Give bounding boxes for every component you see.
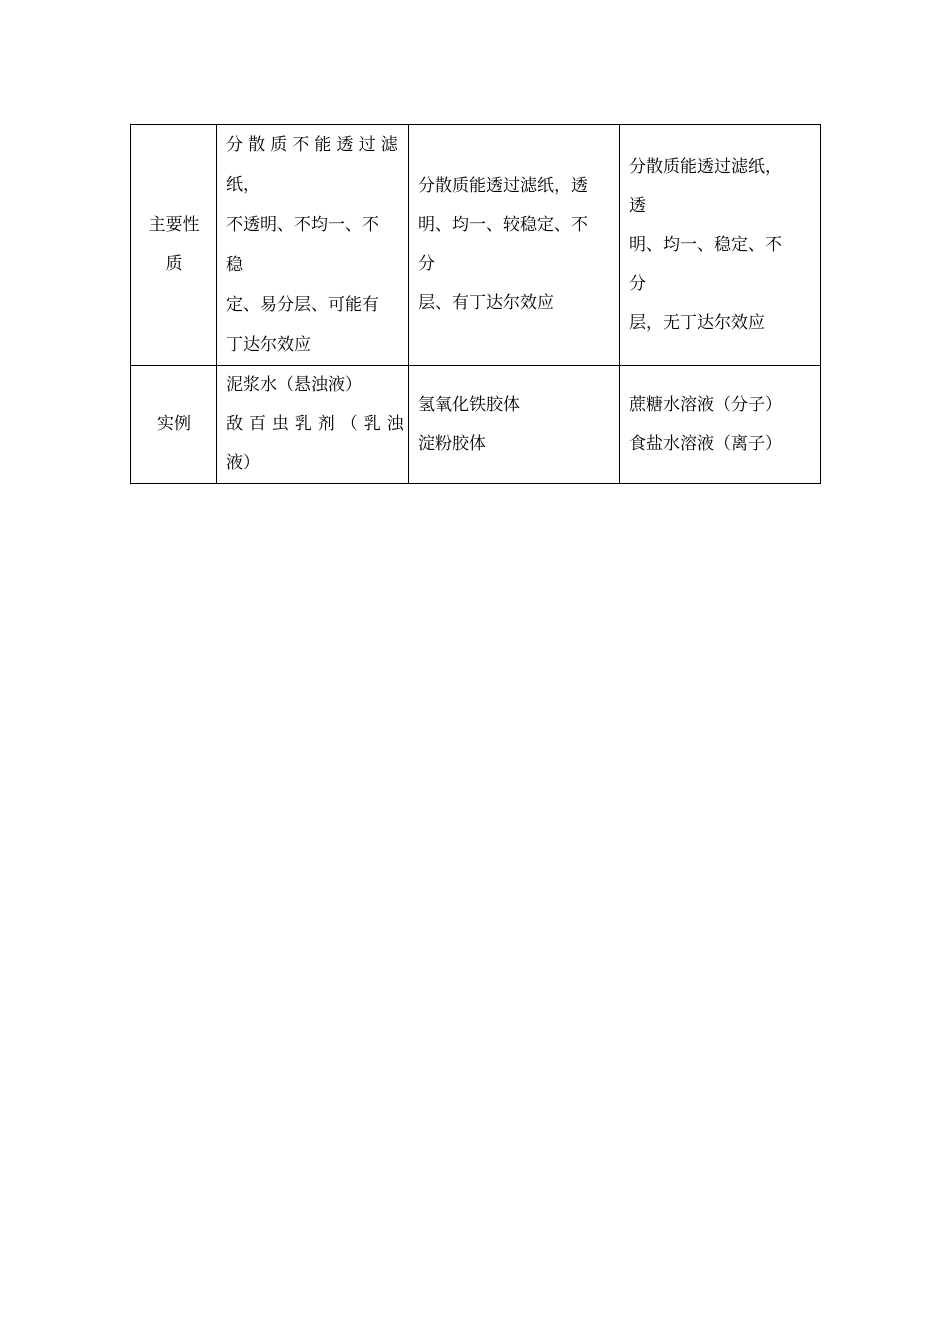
cell-line: 明、均一、较稳定、不 xyxy=(418,215,588,235)
cell-line: 透 xyxy=(629,195,646,216)
label-line: 主要性 xyxy=(148,215,200,235)
cell-line: 不透明、不均一、不 xyxy=(226,215,379,235)
cell-line: 食盐水溶液（离子） xyxy=(629,433,782,454)
cell-line: 泥浆水（悬浊液） xyxy=(226,375,362,395)
cell-line: 分 xyxy=(629,273,646,294)
cell-line: 丁达尔效应 xyxy=(226,335,311,355)
cell-line: 分散质能透过滤纸， xyxy=(629,156,782,177)
cell-line: 定、易分层、可能有 xyxy=(226,295,379,315)
row-label-main-properties xyxy=(131,125,217,366)
cell-line: 分 xyxy=(418,254,435,274)
cell-line: 纸， xyxy=(226,175,260,195)
cell-solution-examples xyxy=(620,366,821,484)
cell-line: 蔗糖水溶液（分子） xyxy=(629,394,782,415)
cell-line: 分散质能透过滤纸，透 xyxy=(418,176,588,196)
cell-colloid-properties xyxy=(409,125,620,366)
table-row-main-properties xyxy=(131,125,821,366)
cell-line: 分散质不能透过滤 xyxy=(226,135,403,155)
dispersion-comparison-table xyxy=(130,124,821,484)
cell-line: 氢氧化铁胶体 xyxy=(418,394,520,415)
cell-suspension-examples xyxy=(217,366,409,484)
cell-suspension-properties xyxy=(217,125,409,366)
cell-colloid-examples xyxy=(409,366,620,484)
cell-line: 层、有丁达尔效应 xyxy=(418,293,554,313)
table-row-examples xyxy=(131,366,821,484)
cell-line: 明、均一、稳定、不 xyxy=(629,234,782,255)
cell-line: 液） xyxy=(226,453,260,473)
cell-solution-properties xyxy=(620,125,821,366)
cell-line: 层，无丁达尔效应 xyxy=(629,312,765,333)
label-line: 质 xyxy=(165,254,183,274)
row-label-examples xyxy=(131,366,217,484)
cell-line: 稳 xyxy=(226,255,243,275)
label-line: 实例 xyxy=(157,414,191,434)
cell-line: 敌百虫乳剂（乳浊 xyxy=(226,414,410,434)
cell-line: 淀粉胶体 xyxy=(418,433,486,454)
